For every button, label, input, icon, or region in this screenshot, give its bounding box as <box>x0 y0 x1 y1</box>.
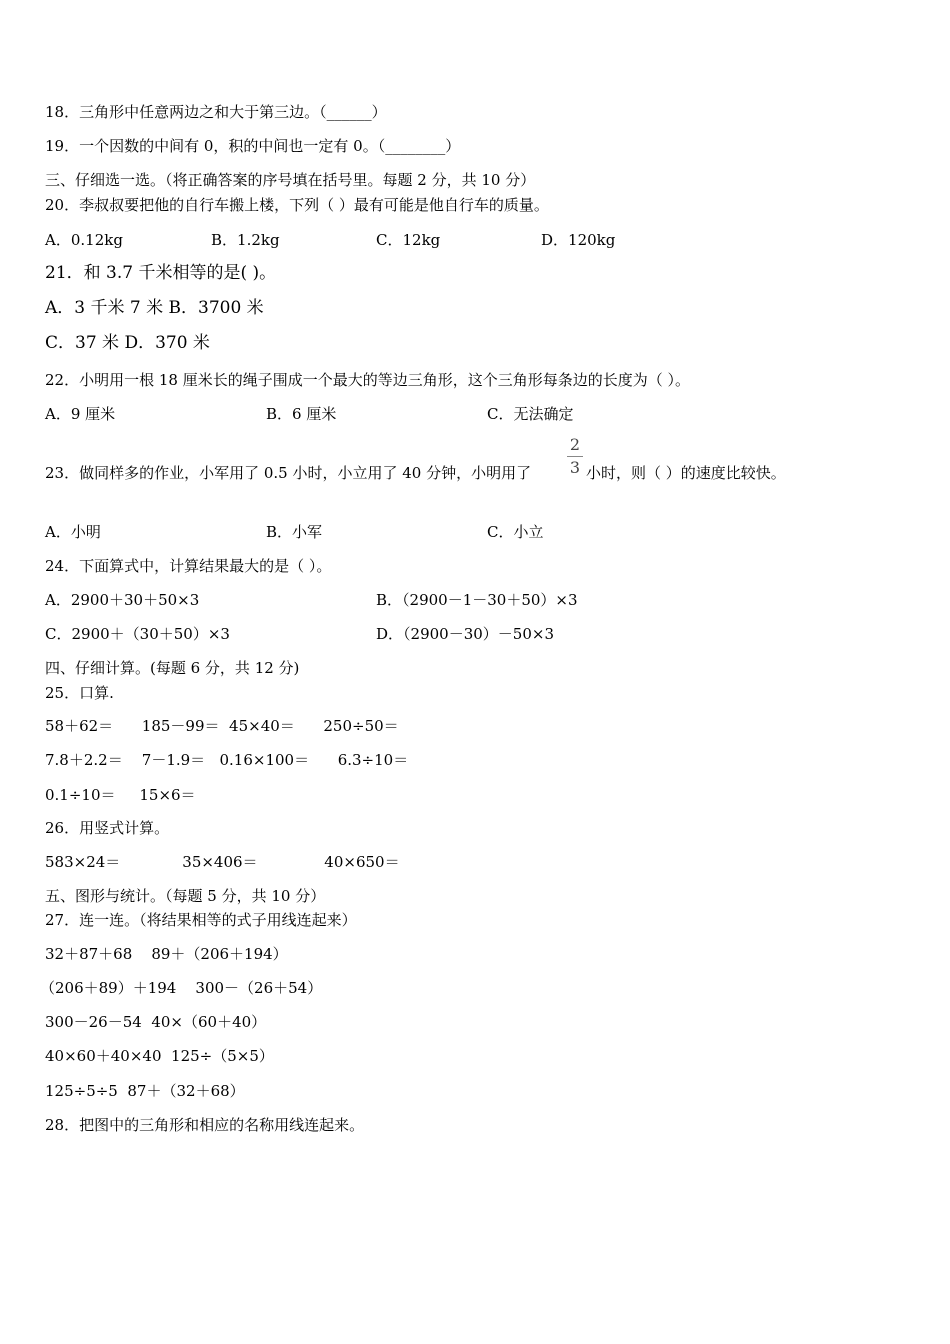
question-23-fraction <box>566 436 584 477</box>
question-20-stem: 20．李叔叔要把他的自行车搬上楼，下列（ ）最有可能是他自行车的质量。 <box>45 196 549 214</box>
question-22-option-a: A．9 厘米 <box>45 405 116 423</box>
question-25-row-2: 7.8＋2.2＝ 7－1.9＝ 0.16×100＝ 6.3÷10＝ <box>45 751 409 769</box>
question-24-option-a: A．2900＋30＋50×3 <box>45 591 200 609</box>
question-23-option-b: B．小军 <box>266 523 323 541</box>
question-26-row: 583×24＝ 35×406＝ 40×650＝ <box>45 853 400 871</box>
question-23-stem-part-2: 小时，则（ ）的速度比较快。 <box>586 464 786 482</box>
question-20-option-b: B．1.2kg <box>211 231 280 249</box>
section-3-heading: 三、仔细选一选。（将正确答案的序号填在括号里。每题 2 分，共 10 分） <box>45 171 536 189</box>
question-25-row-1: 58＋62＝ 185－99＝ 45×40＝ 250÷50＝ <box>45 717 399 735</box>
question-27-row-4: 40×60＋40×40 125÷（5×5） <box>45 1047 274 1065</box>
question-27-row-2: （206＋89）＋194 300－（26＋54） <box>40 979 323 997</box>
question-20-option-c: C．12kg <box>376 231 441 249</box>
question-21-options-line-1: A．3 千米 7 米 B．3700 米 <box>45 298 264 318</box>
question-19: 19．一个因数的中间有 0，积的中间也一定有 0。（________） <box>45 137 461 155</box>
question-22-option-b: B．6 厘米 <box>266 405 337 423</box>
question-27-row-1: 32＋87＋68 89＋（206＋194） <box>45 945 288 963</box>
question-22-option-c: C．无法确定 <box>487 405 574 423</box>
question-20-option-d: D．120kg <box>541 231 616 249</box>
question-27-row-3: 300－26－54 40×（60＋40） <box>45 1013 267 1031</box>
question-25-stem: 25．口算. <box>45 684 114 702</box>
question-24-option-c: C．2900＋（30＋50）×3 <box>45 625 230 643</box>
question-27-row-5: 125÷5÷5 87＋（32＋68） <box>45 1082 245 1100</box>
question-22-stem: 22．小明用一根 18 厘米长的绳子围成一个最大的等边三角形，这个三角形每条边的长度为（ ）。 <box>45 371 690 389</box>
question-20-option-a: A．0.12kg <box>45 231 123 249</box>
question-23-stem-part-1: 23．做同样多的作业，小军用了 0.5 小时，小立用了 40 分钟，小明用了 <box>45 464 532 482</box>
question-21-options-line-2: C．37 米 D．370 米 <box>45 333 210 353</box>
question-21-stem: 21．和 3.7 千米相等的是( )。 <box>45 263 277 283</box>
question-23-option-c: C．小立 <box>487 523 544 541</box>
question-24-option-d: D．（2900－30）－50×3 <box>376 625 554 643</box>
question-26-stem: 26．用竖式计算。 <box>45 819 170 837</box>
question-24-stem: 24．下面算式中，计算结果最大的是（ ）。 <box>45 557 332 575</box>
section-5-heading: 五、图形与统计。（每题 5 分，共 10 分） <box>45 887 326 905</box>
question-28: 28．把图中的三角形和相应的名称用线连起来。 <box>45 1116 365 1134</box>
question-25-row-3: 0.1÷10＝ 15×6＝ <box>45 786 196 804</box>
fraction-bar <box>567 456 583 457</box>
question-18: 18．三角形中任意两边之和大于第三边。（______） <box>45 103 387 121</box>
fraction-denominator: 3 <box>569 458 581 477</box>
question-24-option-b: B．（2900－1－30＋50）×3 <box>376 591 578 609</box>
question-27-stem: 27．连一连。（将结果相等的式子用线连起来） <box>45 911 357 929</box>
fraction-numerator: 2 <box>569 435 581 454</box>
section-4-heading: 四、仔细计算。(每题 6 分，共 12 分) <box>45 659 300 677</box>
question-23-option-a: A．小明 <box>45 523 101 541</box>
